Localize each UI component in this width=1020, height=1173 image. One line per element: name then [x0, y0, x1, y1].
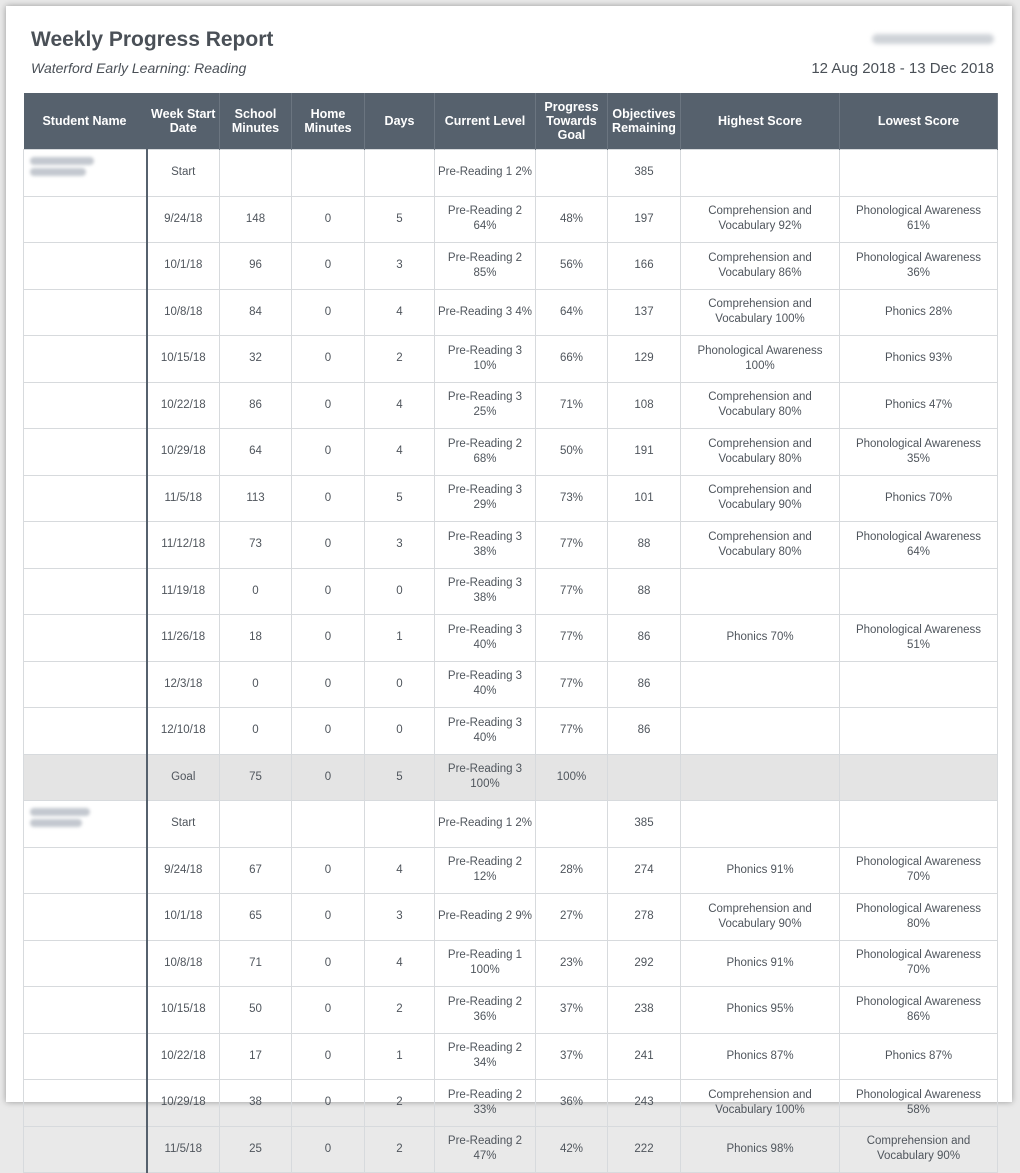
current-level-cell: Pre-Reading 1 2% — [435, 150, 536, 197]
home-minutes-cell: 0 — [292, 615, 365, 662]
home-minutes-cell: 0 — [292, 661, 365, 708]
home-minutes-cell: 0 — [292, 522, 365, 569]
redacted-student-name — [30, 808, 90, 816]
progress-towards-goal-cell: 64% — [536, 289, 608, 336]
table-row — [24, 336, 998, 383]
progress-towards-goal-cell: 66% — [536, 336, 608, 383]
highest-score-cell: Comprehension and Vocabulary 80% — [681, 522, 840, 569]
lowest-score-cell: Phonological Awareness 80% — [840, 894, 998, 941]
objectives-remaining-cell: 197 — [608, 196, 681, 243]
school-minutes-cell: 25 — [220, 1126, 292, 1173]
home-minutes-cell: 0 — [292, 568, 365, 615]
highest-score-cell: Phonics 91% — [681, 940, 840, 987]
student-name-cell — [24, 847, 147, 894]
current-level-cell: Pre-Reading 3 10% — [435, 336, 536, 383]
school-minutes-cell: 18 — [220, 615, 292, 662]
week-start-date-cell: 12/3/18 — [147, 661, 220, 708]
progress-towards-goal-cell: 71% — [536, 382, 608, 429]
objectives-remaining-cell: 241 — [608, 1033, 681, 1080]
days-cell: 5 — [365, 754, 435, 801]
highest-score-cell — [681, 150, 840, 197]
student-name-cell — [24, 1080, 147, 1127]
current-level-cell: Pre-Reading 2 9% — [435, 894, 536, 941]
school-minutes-cell: 113 — [220, 475, 292, 522]
lowest-score-cell: Phonological Awareness 51% — [840, 615, 998, 662]
objectives-remaining-cell: 86 — [608, 615, 681, 662]
days-cell: 4 — [365, 429, 435, 476]
progress-towards-goal-cell: 37% — [536, 1033, 608, 1080]
lowest-score-cell: Phonics 47% — [840, 382, 998, 429]
home-minutes-cell: 0 — [292, 243, 365, 290]
lowest-score-cell — [840, 708, 998, 755]
days-cell: 1 — [365, 615, 435, 662]
progress-towards-goal-cell — [536, 801, 608, 848]
school-minutes-cell: 67 — [220, 847, 292, 894]
home-minutes-cell: 0 — [292, 1080, 365, 1127]
progress-towards-goal-cell: 42% — [536, 1126, 608, 1173]
days-cell: 4 — [365, 940, 435, 987]
lowest-score-cell: Phonological Awareness 61% — [840, 196, 998, 243]
days-cell: 0 — [365, 568, 435, 615]
column-header-week-start-date: Week Start Date — [147, 93, 220, 150]
column-header-current-level: Current Level — [435, 93, 536, 150]
table-row — [24, 987, 998, 1034]
student-name-cell — [24, 708, 147, 755]
week-start-date-cell: 12/10/18 — [147, 708, 220, 755]
days-cell: 2 — [365, 987, 435, 1034]
week-start-date-cell: 10/8/18 — [147, 289, 220, 336]
lowest-score-cell: Phonological Awareness 70% — [840, 940, 998, 987]
goal-row — [24, 754, 998, 801]
week-start-date-cell: 10/1/18 — [147, 894, 220, 941]
school-minutes-cell: 75 — [220, 754, 292, 801]
days-cell: 0 — [365, 661, 435, 708]
lowest-score-cell: Phonological Awareness 36% — [840, 243, 998, 290]
school-minutes-cell: 50 — [220, 987, 292, 1034]
lowest-score-cell: Phonological Awareness 86% — [840, 987, 998, 1034]
objectives-remaining-cell: 129 — [608, 336, 681, 383]
objectives-remaining-cell: 88 — [608, 522, 681, 569]
progress-towards-goal-cell: 77% — [536, 708, 608, 755]
days-cell: 1 — [365, 1033, 435, 1080]
highest-score-cell: Phonics 95% — [681, 987, 840, 1034]
highest-score-cell: Comprehension and Vocabulary 80% — [681, 382, 840, 429]
school-minutes-cell: 0 — [220, 661, 292, 708]
school-minutes-cell: 65 — [220, 894, 292, 941]
school-minutes-cell — [220, 801, 292, 848]
table-row — [24, 522, 998, 569]
progress-towards-goal-cell: 77% — [536, 615, 608, 662]
current-level-cell: Pre-Reading 3 25% — [435, 382, 536, 429]
student-name-cell — [24, 196, 147, 243]
table-row — [24, 382, 998, 429]
redacted-student-name — [30, 168, 86, 176]
home-minutes-cell: 0 — [292, 336, 365, 383]
school-minutes-cell: 17 — [220, 1033, 292, 1080]
table-row — [24, 150, 998, 197]
home-minutes-cell — [292, 801, 365, 848]
home-minutes-cell: 0 — [292, 708, 365, 755]
week-start-date-cell: 9/24/18 — [147, 847, 220, 894]
student-name-cell — [24, 940, 147, 987]
week-start-date-cell: 11/5/18 — [147, 1126, 220, 1173]
table-row — [24, 1033, 998, 1080]
days-cell: 4 — [365, 289, 435, 336]
highest-score-cell: Comprehension and Vocabulary 90% — [681, 894, 840, 941]
week-start-date-cell: 10/8/18 — [147, 940, 220, 987]
page-subtitle: Waterford Early Learning: Reading — [31, 60, 247, 76]
current-level-cell: Pre-Reading 3 40% — [435, 708, 536, 755]
objectives-remaining-cell: 88 — [608, 568, 681, 615]
week-start-date-cell: 11/26/18 — [147, 615, 220, 662]
table-row — [24, 243, 998, 290]
objectives-remaining-cell: 191 — [608, 429, 681, 476]
objectives-remaining-cell: 385 — [608, 150, 681, 197]
student-name-cell — [24, 289, 147, 336]
school-minutes-cell — [220, 150, 292, 197]
column-header-home-minutes: Home Minutes — [292, 93, 365, 150]
table-row — [24, 801, 998, 848]
current-level-cell: Pre-Reading 3 4% — [435, 289, 536, 336]
current-level-cell: Pre-Reading 3 40% — [435, 661, 536, 708]
objectives-remaining-cell: 166 — [608, 243, 681, 290]
student-name-cell — [24, 522, 147, 569]
week-start-date-cell: Start — [147, 801, 220, 848]
school-minutes-cell: 84 — [220, 289, 292, 336]
redacted-user-id — [872, 34, 994, 44]
school-minutes-cell: 32 — [220, 336, 292, 383]
home-minutes-cell: 0 — [292, 429, 365, 476]
school-minutes-cell: 0 — [220, 568, 292, 615]
objectives-remaining-cell: 292 — [608, 940, 681, 987]
week-start-date-cell: 10/15/18 — [147, 336, 220, 383]
school-minutes-cell: 0 — [220, 708, 292, 755]
school-minutes-cell: 38 — [220, 1080, 292, 1127]
column-header-student-name: Student Name — [24, 93, 147, 150]
days-cell: 3 — [365, 243, 435, 290]
table-row — [24, 1080, 998, 1127]
column-header-days: Days — [365, 93, 435, 150]
week-start-date-cell: 10/29/18 — [147, 429, 220, 476]
objectives-remaining-cell: 274 — [608, 847, 681, 894]
student-name-cell — [24, 1033, 147, 1080]
week-start-date-cell: 10/1/18 — [147, 243, 220, 290]
days-cell — [365, 150, 435, 197]
days-cell: 3 — [365, 894, 435, 941]
objectives-remaining-cell: 243 — [608, 1080, 681, 1127]
days-cell: 2 — [365, 1126, 435, 1173]
progress-towards-goal-cell: 56% — [536, 243, 608, 290]
home-minutes-cell: 0 — [292, 987, 365, 1034]
progress-towards-goal-cell: 28% — [536, 847, 608, 894]
column-header-progress-towards-goal: Progress Towards Goal — [536, 93, 608, 150]
lowest-score-cell: Phonological Awareness 58% — [840, 1080, 998, 1127]
student-name-cell — [24, 382, 147, 429]
objectives-remaining-cell: 86 — [608, 661, 681, 708]
column-header-school-minutes: School Minutes — [220, 93, 292, 150]
highest-score-cell: Phonics 98% — [681, 1126, 840, 1173]
lowest-score-cell: Phonics 93% — [840, 336, 998, 383]
highest-score-cell — [681, 754, 840, 801]
highest-score-cell: Comprehension and Vocabulary 86% — [681, 243, 840, 290]
highest-score-cell: Comprehension and Vocabulary 90% — [681, 475, 840, 522]
student-name-cell — [24, 336, 147, 383]
home-minutes-cell: 0 — [292, 754, 365, 801]
week-start-date-cell: 11/5/18 — [147, 475, 220, 522]
current-level-cell: Pre-Reading 3 38% — [435, 522, 536, 569]
school-minutes-cell: 148 — [220, 196, 292, 243]
objectives-remaining-cell — [608, 754, 681, 801]
school-minutes-cell: 86 — [220, 382, 292, 429]
lowest-score-cell — [840, 661, 998, 708]
student-name-cell — [24, 475, 147, 522]
progress-towards-goal-cell: 77% — [536, 661, 608, 708]
objectives-remaining-cell: 108 — [608, 382, 681, 429]
home-minutes-cell — [292, 150, 365, 197]
days-cell: 3 — [365, 522, 435, 569]
current-level-cell: Pre-Reading 3 100% — [435, 754, 536, 801]
days-cell — [365, 801, 435, 848]
week-start-date-cell: 10/15/18 — [147, 987, 220, 1034]
student-name-cell — [24, 1126, 147, 1173]
progress-table — [23, 93, 998, 1173]
progress-towards-goal-cell: 73% — [536, 475, 608, 522]
current-level-cell: Pre-Reading 2 36% — [435, 987, 536, 1034]
current-level-cell: Pre-Reading 2 64% — [435, 196, 536, 243]
current-level-cell: Pre-Reading 3 40% — [435, 615, 536, 662]
table-row — [24, 196, 998, 243]
redacted-student-name — [30, 157, 94, 165]
table-row — [24, 940, 998, 987]
week-start-date-cell: 11/12/18 — [147, 522, 220, 569]
days-cell: 5 — [365, 475, 435, 522]
days-cell: 4 — [365, 847, 435, 894]
days-cell: 0 — [365, 708, 435, 755]
week-start-date-cell: 10/22/18 — [147, 382, 220, 429]
redacted-student-name — [30, 819, 82, 827]
student-name-cell — [24, 801, 147, 848]
student-name-cell — [24, 243, 147, 290]
current-level-cell: Pre-Reading 3 38% — [435, 568, 536, 615]
school-minutes-cell: 96 — [220, 243, 292, 290]
highest-score-cell: Comprehension and Vocabulary 92% — [681, 196, 840, 243]
highest-score-cell: Phonological Awareness 100% — [681, 336, 840, 383]
week-start-date-cell: Goal — [147, 754, 220, 801]
school-minutes-cell: 64 — [220, 429, 292, 476]
column-header-objectives-remaining: Objectives Remaining — [608, 93, 681, 150]
week-start-date-cell: 9/24/18 — [147, 196, 220, 243]
page-title: Weekly Progress Report — [31, 28, 274, 51]
lowest-score-cell: Phonics 70% — [840, 475, 998, 522]
week-start-date-cell: 11/19/18 — [147, 568, 220, 615]
table-body — [24, 150, 998, 1173]
days-cell: 2 — [365, 336, 435, 383]
lowest-score-cell — [840, 568, 998, 615]
current-level-cell: Pre-Reading 1 100% — [435, 940, 536, 987]
home-minutes-cell: 0 — [292, 940, 365, 987]
progress-towards-goal-cell: 37% — [536, 987, 608, 1034]
table-row — [24, 429, 998, 476]
home-minutes-cell: 0 — [292, 1126, 365, 1173]
table-row — [24, 568, 998, 615]
home-minutes-cell: 0 — [292, 289, 365, 336]
lowest-score-cell: Phonological Awareness 64% — [840, 522, 998, 569]
highest-score-cell: Comprehension and Vocabulary 100% — [681, 289, 840, 336]
highest-score-cell — [681, 708, 840, 755]
days-cell: 2 — [365, 1080, 435, 1127]
column-header-highest-score: Highest Score — [681, 93, 840, 150]
highest-score-cell — [681, 568, 840, 615]
table-row — [24, 615, 998, 662]
home-minutes-cell: 0 — [292, 1033, 365, 1080]
student-name-cell — [24, 894, 147, 941]
current-level-cell: Pre-Reading 2 33% — [435, 1080, 536, 1127]
home-minutes-cell: 0 — [292, 847, 365, 894]
lowest-score-cell — [840, 150, 998, 197]
progress-towards-goal-cell: 36% — [536, 1080, 608, 1127]
lowest-score-cell: Phonological Awareness 70% — [840, 847, 998, 894]
week-start-date-cell: Start — [147, 150, 220, 197]
progress-towards-goal-cell: 23% — [536, 940, 608, 987]
student-name-cell — [24, 987, 147, 1034]
highest-score-cell — [681, 661, 840, 708]
progress-towards-goal-cell — [536, 150, 608, 197]
student-name-cell — [24, 429, 147, 476]
current-level-cell: Pre-Reading 2 12% — [435, 847, 536, 894]
progress-towards-goal-cell: 100% — [536, 754, 608, 801]
lowest-score-cell: Phonics 87% — [840, 1033, 998, 1080]
objectives-remaining-cell: 222 — [608, 1126, 681, 1173]
home-minutes-cell: 0 — [292, 475, 365, 522]
home-minutes-cell: 0 — [292, 894, 365, 941]
student-name-cell — [24, 661, 147, 708]
table-header-row — [24, 93, 998, 150]
lowest-score-cell — [840, 754, 998, 801]
lowest-score-cell: Comprehension and Vocabulary 90% — [840, 1126, 998, 1173]
current-level-cell: Pre-Reading 3 29% — [435, 475, 536, 522]
student-name-cell — [24, 754, 147, 801]
highest-score-cell: Phonics 87% — [681, 1033, 840, 1080]
objectives-remaining-cell: 278 — [608, 894, 681, 941]
current-level-cell: Pre-Reading 2 34% — [435, 1033, 536, 1080]
progress-towards-goal-cell: 77% — [536, 568, 608, 615]
column-header-lowest-score: Lowest Score — [840, 93, 998, 150]
table-row — [24, 847, 998, 894]
home-minutes-cell: 0 — [292, 382, 365, 429]
progress-towards-goal-cell: 50% — [536, 429, 608, 476]
student-name-cell — [24, 150, 147, 197]
current-level-cell: Pre-Reading 2 85% — [435, 243, 536, 290]
school-minutes-cell: 71 — [220, 940, 292, 987]
days-cell: 5 — [365, 196, 435, 243]
table-row — [24, 661, 998, 708]
progress-towards-goal-cell: 48% — [536, 196, 608, 243]
lowest-score-cell: Phonological Awareness 35% — [840, 429, 998, 476]
objectives-remaining-cell: 238 — [608, 987, 681, 1034]
table-row — [24, 708, 998, 755]
school-minutes-cell: 73 — [220, 522, 292, 569]
objectives-remaining-cell: 385 — [608, 801, 681, 848]
progress-towards-goal-cell: 27% — [536, 894, 608, 941]
highest-score-cell: Comprehension and Vocabulary 100% — [681, 1080, 840, 1127]
student-name-cell — [24, 568, 147, 615]
table-row — [24, 475, 998, 522]
lowest-score-cell: Phonics 28% — [840, 289, 998, 336]
objectives-remaining-cell: 86 — [608, 708, 681, 755]
highest-score-cell — [681, 801, 840, 848]
home-minutes-cell: 0 — [292, 196, 365, 243]
current-level-cell: Pre-Reading 2 47% — [435, 1126, 536, 1173]
highest-score-cell: Phonics 91% — [681, 847, 840, 894]
table-row — [24, 289, 998, 336]
objectives-remaining-cell: 137 — [608, 289, 681, 336]
highest-score-cell: Phonics 70% — [681, 615, 840, 662]
progress-towards-goal-cell: 77% — [536, 522, 608, 569]
lowest-score-cell — [840, 801, 998, 848]
week-start-date-cell: 10/29/18 — [147, 1080, 220, 1127]
report-frame — [6, 6, 1012, 1163]
current-level-cell: Pre-Reading 2 68% — [435, 429, 536, 476]
days-cell: 4 — [365, 382, 435, 429]
objectives-remaining-cell: 101 — [608, 475, 681, 522]
current-level-cell: Pre-Reading 1 2% — [435, 801, 536, 848]
highest-score-cell: Comprehension and Vocabulary 80% — [681, 429, 840, 476]
table-row — [24, 1126, 998, 1173]
week-start-date-cell: 10/22/18 — [147, 1033, 220, 1080]
table-row — [24, 894, 998, 941]
student-name-cell — [24, 615, 147, 662]
date-range: 12 Aug 2018 - 13 Dec 2018 — [811, 60, 994, 77]
